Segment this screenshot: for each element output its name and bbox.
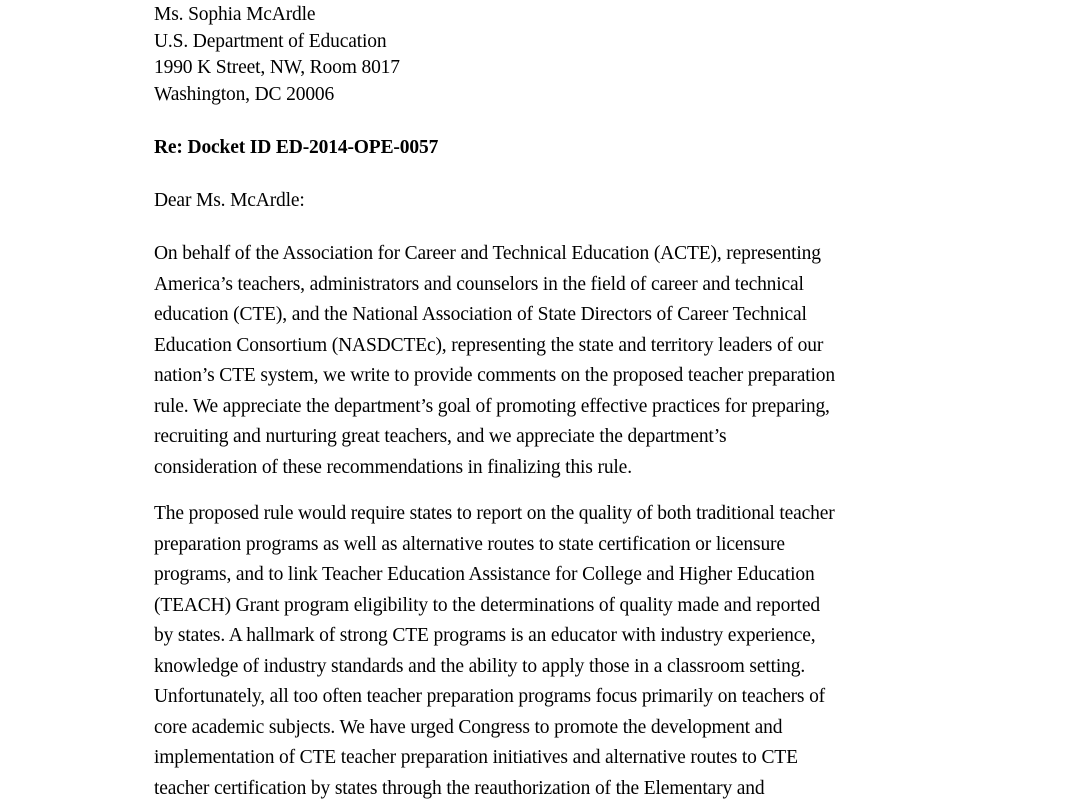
text-line: nation’s CTE system, we write to provide comments on the proposed teacher preparation (154, 365, 835, 386)
text-line: rule. We appreciate the department’s goal of promoting effective practices for preparing, (154, 395, 830, 417)
text-line: by states. A hallmark of strong CTE programs is an educator with industry experience, (154, 625, 816, 646)
address-line: Ms. Sophia McArdle (154, 4, 316, 25)
text-line: recruiting and nurturing great teachers, and we appreciate the department’s (154, 426, 727, 447)
text-line: The proposed rule would require states to report on the quality of both traditional teacher (154, 503, 835, 524)
text-line: Unfortunately, all too often teacher preparation programs focus primarily on teachers of (154, 686, 826, 707)
text-line: implementation of CTE teacher preparation initiatives and alternative routes to CTE (154, 747, 798, 768)
text-line: core academic subjects. We have urged Congress to promote the development and (154, 716, 783, 738)
text-line: programs, and to link Teacher Education Assistance for College and Higher Education (154, 564, 815, 585)
text-line: consideration of these recommendations in finalizing this rule. (154, 456, 632, 478)
address-line: U.S. Department of Education (154, 30, 387, 52)
paragraph-2 (154, 499, 835, 800)
text-line: (TEACH) Grant program eligibility to the determinations of quality made and reported (154, 594, 820, 616)
address-line: 1990 K Street, NW, Room 8017 (154, 57, 400, 78)
reference-line: Re: Docket ID ED-2014-OPE-0057 (154, 137, 439, 158)
recipient-address (154, 2, 400, 108)
address-line: Washington, DC 20006 (154, 83, 335, 105)
salutation: Dear Ms. McArdle: (154, 190, 305, 211)
text-line: America’s teachers, administrators and counselors in the field of career and technical (154, 273, 804, 295)
text-line: Education Consortium (NASDCTEc), representing the state and territory leaders of our (154, 334, 824, 356)
text-line: preparation programs as well as alternative routes to state certification or licensure (154, 533, 785, 555)
text-line: teacher certification by states through the reauthorization of the Elementary and (154, 777, 765, 799)
text-line: education (CTE), and the National Association of State Directors of Career Technical (154, 304, 807, 325)
paragraph-1 (154, 239, 835, 483)
text-line: knowledge of industry standards and the ability to apply those in a classroom setting. (154, 655, 806, 677)
text-line: On behalf of the Association for Career and Technical Education (ACTE), representing (154, 243, 821, 264)
